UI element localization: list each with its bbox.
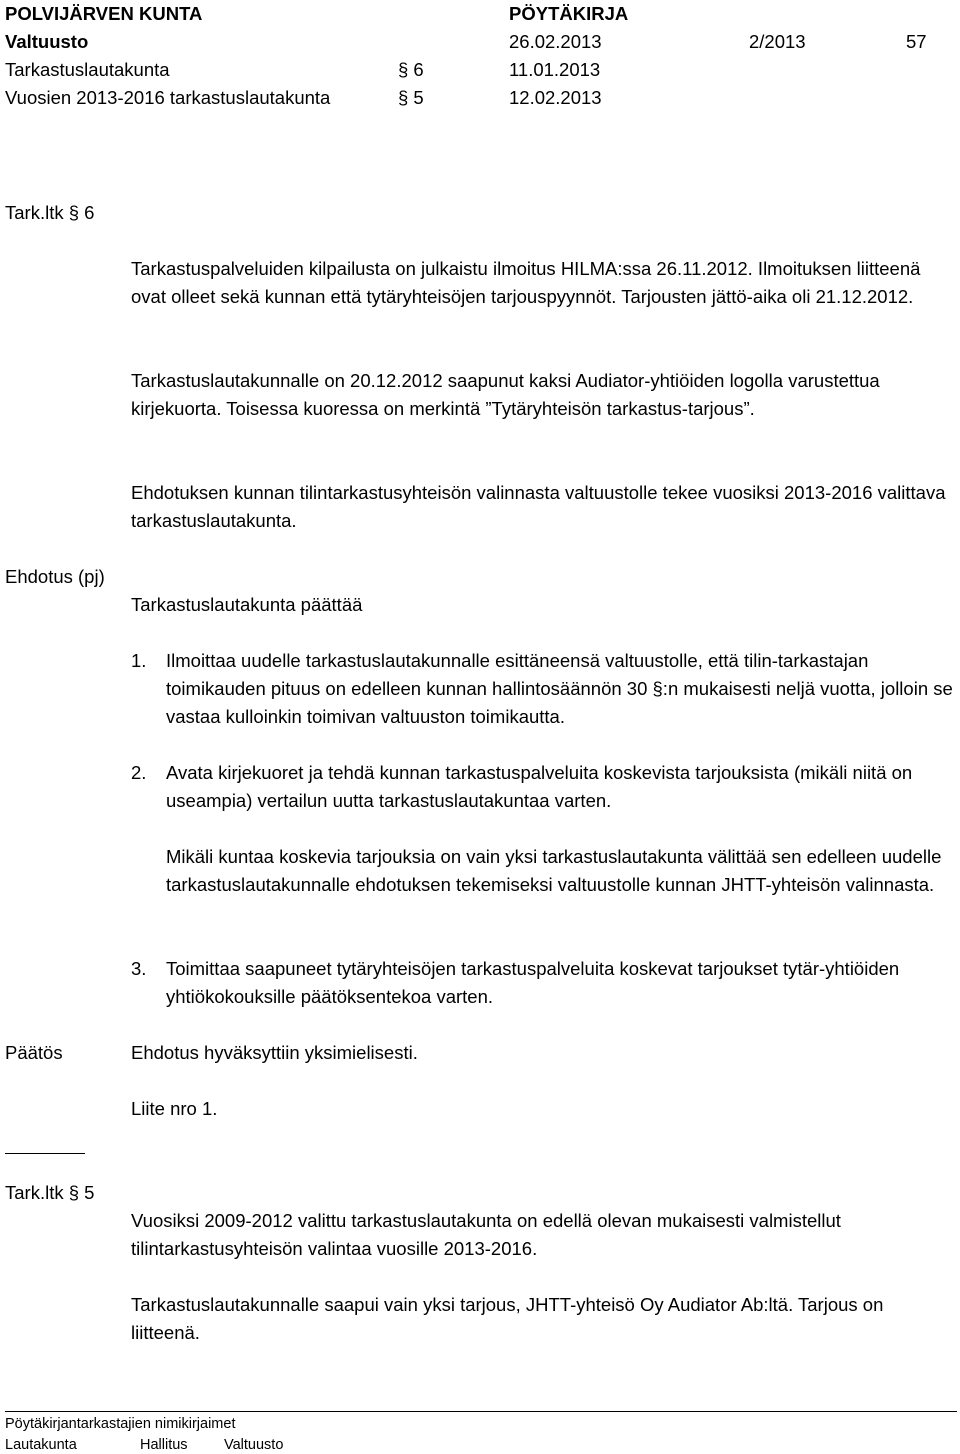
footer-col-lautakunta: Lautakunta [5,1437,77,1453]
list-item-text: Mikäli kuntaa koskevia tarjouksia on vain yksi tarkastuslautakunta välittää sen edelleen uudelle tarkastuslautakunnalle ehdotuksen tekemiseksi valtuustolle kunnan JHTT-yhteisön valinnasta. [166,846,942,895]
header-date-tarkastuslautakunta: 11.01.2013 [509,59,601,80]
header-section-tarkastuslautakunta: § 6 [398,59,424,80]
paragraph-kirjekuoret-text: Tarkastuslautakunnalle on 20.12.2012 saapunut kaksi Audiator-yhtiöiden logolla varustettua kirjekuorta. Toisessa kuoressa on merkintä ”Tytäryhteisön tarkastus-tarjous”. [131,370,880,419]
list-item-text: Toimittaa saapuneet tytäryhteisöjen tarkastuspalveluita koskevat tarjoukset tytär-yhtiöiden yhtiökokouksille päätöksentekoa varten. [166,958,900,1007]
section-ref-5: Tark.ltk § 5 [5,1182,95,1203]
header-meeting-number: 2/2013 [749,31,806,52]
header-body-valtuusto: Valtuusto [5,31,89,52]
proposal-label: Ehdotus (pj) [5,566,105,587]
header-body-uusi-lautakunta: Vuosien 2013-2016 tarkastuslautakunta [5,87,331,108]
organization-name: POLVIJÄRVEN KUNTA [5,3,203,24]
list-item-2 [131,759,957,815]
header-page-number: 57 [906,31,927,52]
document-type: PÖYTÄKIRJA [509,3,629,24]
proposal-heading: Tarkastuslautakunta päättää [131,594,363,615]
paragraph-ehdotus-info-text: Ehdotuksen kunnan tilintarkastusyhteisön valinnasta valtuustolle tekee vuosiksi 2013-2016 valittava tarkastuslautakunta. [131,482,946,531]
footer-col-hallitus: Hallitus [140,1437,188,1453]
paragraph-valmistelu [131,1207,957,1263]
paragraph-ehdotus-info [131,479,957,535]
header-date-valtuusto: 26.02.2013 [509,31,602,52]
header-date-uusi-lautakunta: 12.02.2013 [509,87,602,108]
paragraph-kirjekuoret [131,367,957,423]
section-divider [5,1153,85,1154]
list-item-text: Ilmoittaa uudelle tarkastuslautakunnalle esittäneensä valtuustolle, että tilin-tarkastajan toimikauden pituus on edelleen kunnan hallintosäännön 30 §:n mukaisesti neljä vuotta, jolloin se vastaa kulloinkin toimivan valtuuston toimikautta. [166,650,953,727]
section-ref-6: Tark.ltk § 6 [5,202,95,223]
paragraph-tarjous-text: Tarkastuslautakunnalle saapui vain yksi tarjous, JHTT-yhteisö Oy Audiator Ab:ltä. Tarjous on liitteenä. [131,1294,884,1343]
list-item-number: 1. [131,650,147,671]
attachment-reference: Liite nro 1. [131,1098,218,1119]
paragraph-valmistelu-text: Vuosiksi 2009-2012 valittu tarkastuslautakunta on edellä olevan mukaisesti valmistellut tilintarkastusyhteisön valintaa vuosille 2013-2016. [131,1210,841,1259]
header-body-tarkastuslautakunta: Tarkastuslautakunta [5,59,170,80]
list-item-3 [131,955,957,1011]
footer-title: Pöytäkirjantarkastajien nimikirjaimet [5,1416,236,1432]
paragraph-tarjous [131,1291,957,1347]
paragraph-hilma [131,255,957,311]
footer-col-valtuusto: Valtuusto [224,1437,284,1453]
list-item-number: 2. [131,762,147,783]
decision-text: Ehdotus hyväksyttiin yksimielisesti. [131,1042,418,1063]
decision-label: Päätös [5,1042,63,1063]
list-item-1 [131,647,957,731]
footer-rule [5,1411,957,1412]
list-item-number: 3. [131,958,147,979]
paragraph-hilma-text: Tarkastuspalveluiden kilpailusta on julkaistu ilmoitus HILMA:ssa 26.11.2012. Ilmoituksen liitteenä ovat olleet sekä kunnan että tytäryhteisöjen tarjouspyynnöt. Tarjousten jättö-aika oli 21.12.2012. [131,258,921,307]
list-item-2-continuation [131,843,957,899]
header-section-uusi-lautakunta: § 5 [398,87,424,108]
list-item-text: Avata kirjekuoret ja tehdä kunnan tarkastuspalveluita koskevista tarjouksista (mikäli niitä on useampia) vertailun uutta tarkastuslautakuntaa varten. [166,762,913,811]
